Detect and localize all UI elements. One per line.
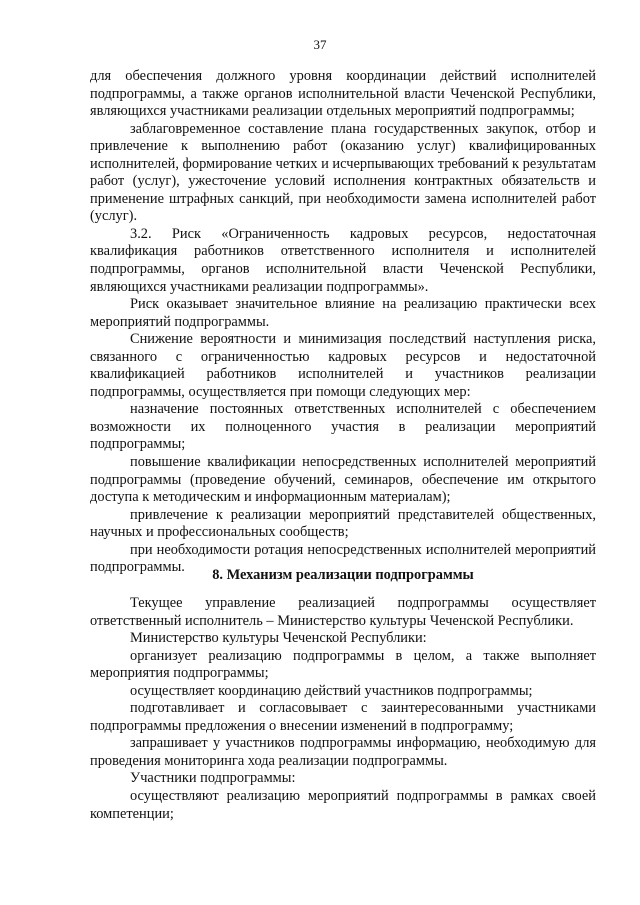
paragraph: Участники подпрограммы: bbox=[130, 770, 296, 787]
paragraph: Риск оказывает значительное влияние на реализацию практически всех мероприятий подпрограммы. bbox=[90, 296, 596, 330]
paragraph: Текущее управление реализацией подпрограммы осуществляет ответственный исполнитель – Министерство культуры Чеченской Республики. bbox=[90, 595, 596, 629]
list-item: подготавливает и согласовывает с заинтересованными участниками подпрограммы предложения о внесении изменений в подпрограмму; bbox=[90, 700, 596, 734]
paragraph: 3.2. Риск «Ограниченность кадровых ресурсов, недостаточная квалификация работников ответственного исполнителя и исполнителей подпрограммы, органов исполнительной власти Чеченской Республики, являющихся участниками реализации подпрограммы». bbox=[90, 225, 596, 295]
list-item: повышение квалификации непосредственных исполнителей мероприятий подпрограммы (проведение обучений, семинаров, обеспечение им открытого доступа к методическим и информационным материалам); bbox=[90, 454, 596, 506]
list-item: организует реализацию подпрограммы в целом, а также выполняет мероприятия подпрограммы; bbox=[90, 647, 596, 682]
page-number: 37 bbox=[313, 37, 327, 52]
list-item: назначение постоянных ответственных исполнителей с обеспечением возможности их полноценного участия в реализации мероприятий подпрограммы; bbox=[90, 401, 596, 453]
body-text-bottom bbox=[90, 595, 596, 823]
paragraph: Снижение вероятности и минимизация последствий наступления риска, связанного с ограниченностью кадровых ресурсов и недостаточной квалификацией работников исполнителей и участников реализации подпрограммы, осуществляется при помощи следующих мер: bbox=[90, 331, 596, 400]
section-heading: 8. Механизм реализации подпрограммы bbox=[212, 567, 474, 583]
paragraph: заблаговременное составление плана государственных закупок, отбор и привлечение к выполнению работ (оказанию услуг) квалифицированных исполнителей, формирование четких и исчерпывающих требований к результатам работ (услуг), ужесточение условий исполнения контрактных обязательств и применение штрафных санкций, при необходимости замена исполнителей работ (услуг). bbox=[90, 120, 596, 225]
list-item: запрашивает у участников подпрограммы информацию, необходимую для проведения мониторинга хода реализации подпрограммы. bbox=[90, 735, 596, 769]
list-item: осуществляет координацию действий участников подпрограммы; bbox=[130, 682, 533, 699]
list-item: привлечение к реализации мероприятий представителей общественных, научных и профессиональных сообществ; bbox=[90, 506, 596, 541]
paragraph-continuation: для обеспечения должного уровня координации действий исполнителей подпрограммы, а также органов исполнительной власти Чеченской Республики, являющихся участниками реализации отдельных мероприятий подпрограммы; bbox=[90, 68, 596, 120]
paragraph: Министерство культуры Чеченской Республики: bbox=[130, 630, 427, 647]
list-item: осуществляют реализацию мероприятий подпрограммы в рамках своей компетенции; bbox=[90, 788, 596, 822]
body-text-top bbox=[90, 68, 596, 577]
list-item: при необходимости ротация непосредственных исполнителей мероприятий подпрограммы. bbox=[90, 541, 596, 576]
